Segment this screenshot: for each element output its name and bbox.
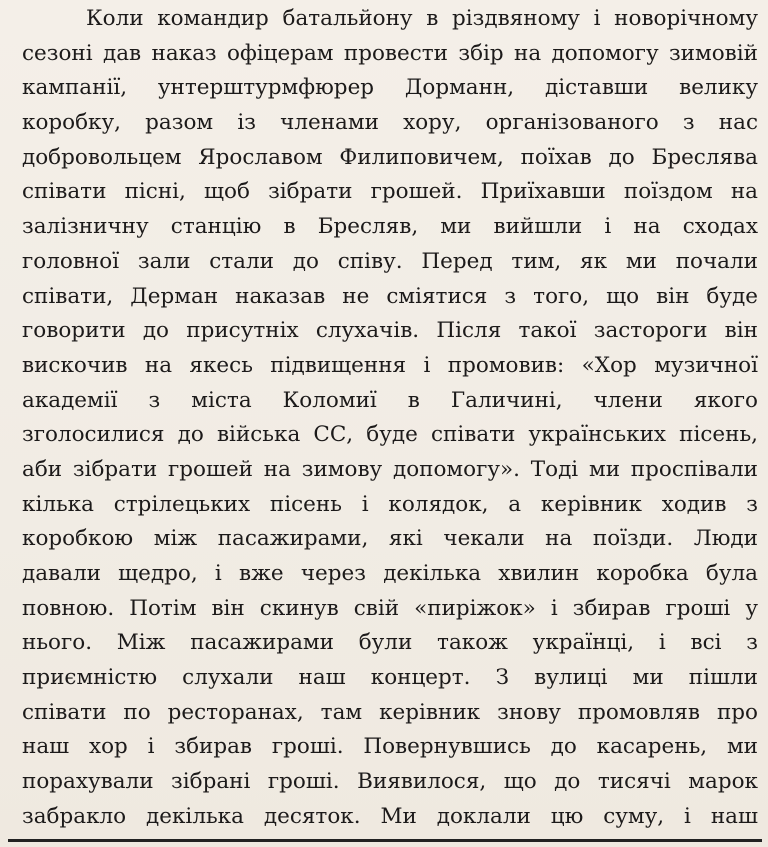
text-line: кілька стрілецьких пісень і колядок, а керівник ходив з [22, 491, 758, 517]
text-line: співати, Дерман наказав не сміятися з того, що він буде [22, 283, 758, 309]
text-line: кампанії, унтерштурмфюрер Дорманн, діставши велику [22, 75, 758, 101]
text-line: наш хор і збирав гроші. Повернувшись до касарень, ми [22, 734, 758, 760]
text-line: приємністю слухали наш концерт. З вулиці ми пішли [22, 665, 758, 691]
text-line: говорити до присутніх слухачів. Після такої застороги він [22, 318, 758, 344]
text-line: співати по ресторанах, там керівник знову промовляв про [22, 699, 758, 725]
text-line: вискочив на якесь підвищення і промовив: «Хор музичної [22, 352, 758, 378]
text-line: сезоні дав наказ офіцерам провести збір на допомогу зимовій [22, 40, 758, 66]
text-line: зголосилися до війська СС, буде співати українських пісень, [22, 422, 758, 448]
text-line: Коли командир батальйону в різдвяному і новорічному [86, 6, 758, 31]
text-line: добровольцем Ярославом Филиповичем, поїхав до Бреслява [22, 144, 758, 170]
text-line: співати пісні, щоб зібрати грошей. Приїхавши поїздом на [22, 179, 758, 205]
text-line: нього. Між пасажирами були також українці, і всі з [22, 630, 758, 656]
text-line: академії з міста Коломиї в Галичині, члени якого [22, 387, 758, 413]
text-line: забракло декілька десяток. Ми доклали цю суму, і наш [22, 803, 758, 829]
text-line: залізничну станцію в Бресляв, ми вийшли і на сходах [22, 214, 758, 240]
text-line: давали щедро, і вже через декілька хвилин коробка була [22, 561, 758, 586]
text-line: порахували зібрані гроші. Виявилося, що до тисячі марок [22, 769, 758, 795]
bottom-rule [8, 839, 762, 842]
text-line: коробку, разом із членами хору, організованого з нас [22, 110, 758, 136]
body-paragraph [22, 2, 758, 835]
text-line: аби зібрати грошей на зимову допомогу». Тоді ми проспівали [22, 456, 758, 482]
text-line: головної зали стали до співу. Перед тим, як ми почали [22, 248, 758, 274]
text-line: коробкою між пасажирами, які чекали на поїзди. Люди [22, 526, 758, 552]
text-line: повною. Потім він скинув свій «пиріжок» і збирав гроші у [22, 595, 758, 621]
